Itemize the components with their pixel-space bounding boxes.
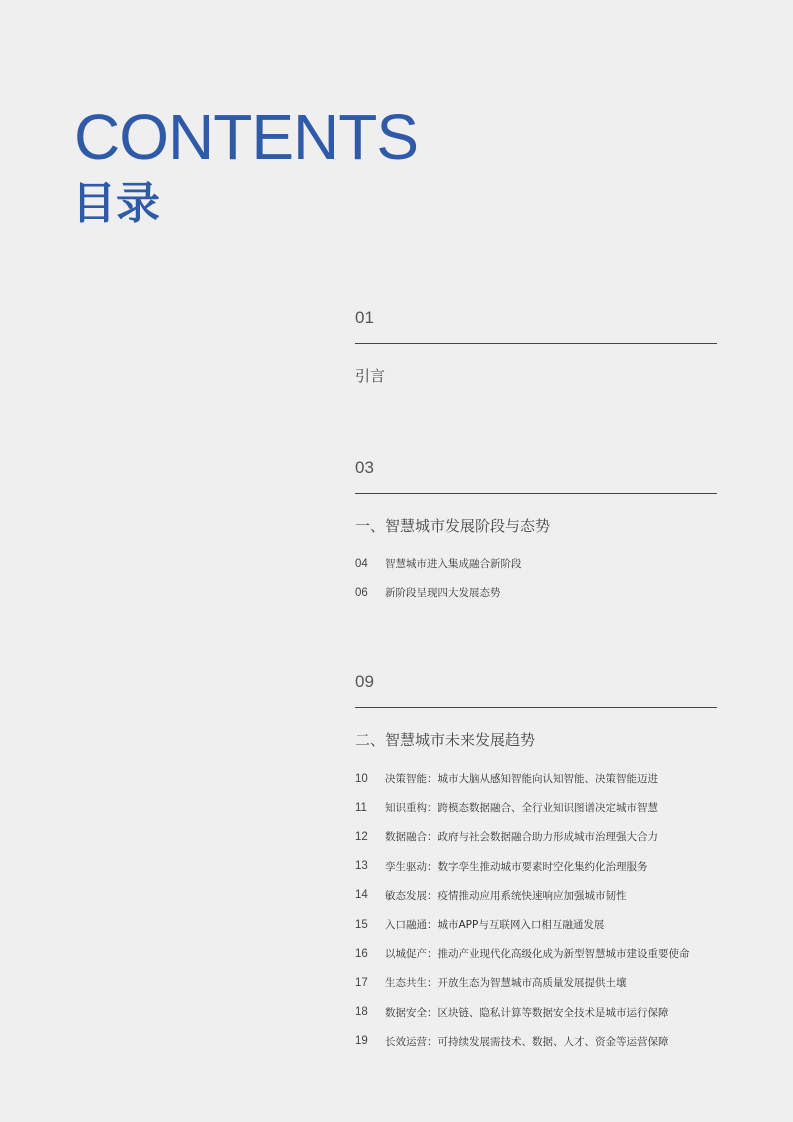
toc-item[interactable] bbox=[355, 764, 717, 793]
toc-item-page: 13 bbox=[355, 860, 368, 873]
contents-title: CONTENTS bbox=[74, 101, 418, 173]
toc-item-text: 智慧城市进入集成融合新阶段 bbox=[385, 558, 522, 571]
toc-item[interactable] bbox=[355, 852, 717, 881]
toc-item-text: 新阶段呈现四大发展态势 bbox=[385, 587, 501, 600]
toc-item[interactable] bbox=[355, 822, 717, 851]
toc-item-text: 知识重构：跨模态数据融合、全行业知识图谱决定城市智慧 bbox=[385, 802, 658, 815]
section-divider bbox=[355, 707, 717, 708]
toc-item-page: 18 bbox=[355, 1006, 368, 1019]
toc-item[interactable] bbox=[355, 881, 717, 910]
section-title[interactable]: 引言 bbox=[355, 367, 386, 385]
toc-item[interactable] bbox=[355, 549, 717, 578]
toc-item-page: 04 bbox=[355, 557, 368, 570]
toc-item-page: 11 bbox=[355, 801, 367, 814]
toc-item-text: 数据融合：政府与社会数据融合助力形成城市治理强大合力 bbox=[385, 831, 658, 844]
toc-item-page: 15 bbox=[355, 918, 368, 931]
toc-item-page: 17 bbox=[355, 976, 368, 989]
toc-item-text: 敏态发展：疫情推动应用系统快速响应加强城市韧性 bbox=[385, 889, 627, 902]
toc-item-text: 数据安全：区块链、隐私计算等数据安全技术是城市运行保障 bbox=[385, 1006, 669, 1019]
toc-item-page: 12 bbox=[355, 830, 368, 843]
toc-item[interactable] bbox=[355, 578, 717, 607]
toc-item[interactable] bbox=[355, 1027, 717, 1056]
toc-item-text: 生态共生：开放生态为智慧城市高质量发展提供土壤 bbox=[385, 977, 627, 990]
toc-item[interactable] bbox=[355, 939, 717, 968]
toc-item-page: 14 bbox=[355, 889, 368, 902]
toc-item-text: 以城促产：推动产业现代化高级化成为新型智慧城市建设重要使命 bbox=[385, 948, 690, 961]
toc-item[interactable] bbox=[355, 998, 717, 1027]
toc-item-text: 孪生驱动：数字孪生推动城市要素时空化集约化治理服务 bbox=[385, 860, 648, 873]
toc-section-03 bbox=[355, 457, 717, 607]
toc-section-09 bbox=[355, 671, 717, 1056]
section-title[interactable]: 二、智慧城市未来发展趋势 bbox=[355, 731, 536, 749]
toc-item-text: 入口融通：城市APP与互联网入口相互融通发展 bbox=[385, 919, 605, 932]
toc-item-page: 16 bbox=[355, 947, 368, 960]
section-divider bbox=[355, 493, 717, 494]
toc-item[interactable] bbox=[355, 968, 717, 997]
toc-item-text: 决策智能：城市大脑从感知智能向认知智能、决策智能迈进 bbox=[385, 773, 658, 786]
section-page-number: 03 bbox=[355, 458, 374, 477]
section-divider bbox=[355, 343, 717, 344]
toc-item-page: 10 bbox=[355, 772, 368, 785]
contents-title-chinese: 目录 bbox=[72, 178, 160, 229]
toc-item[interactable] bbox=[355, 910, 717, 939]
section-title[interactable]: 一、智慧城市发展阶段与态势 bbox=[355, 517, 551, 535]
toc-section-01 bbox=[355, 307, 717, 387]
section-page-number: 09 bbox=[355, 672, 374, 691]
toc-item-page: 06 bbox=[355, 586, 368, 599]
toc-item[interactable] bbox=[355, 793, 717, 822]
toc-item-text: 长效运营：可持续发展需技术、数据、人才、资金等运营保障 bbox=[385, 1035, 669, 1048]
toc-item-page: 19 bbox=[355, 1035, 368, 1048]
section-page-number: 01 bbox=[355, 308, 374, 327]
